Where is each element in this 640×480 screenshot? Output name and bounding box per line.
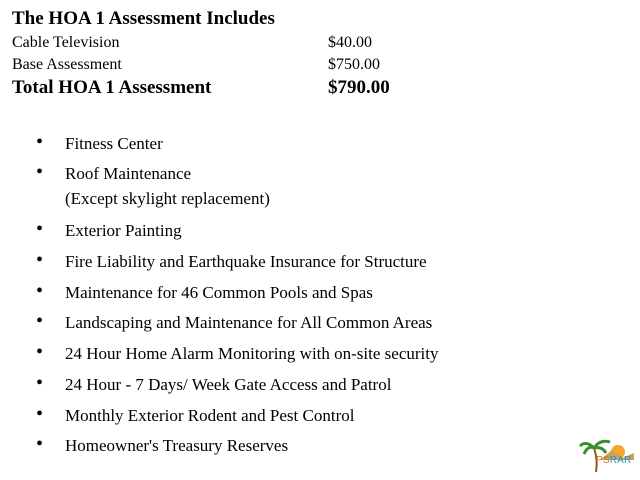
psrar-logo-text: [596, 455, 631, 467]
amenity-text: Landscaping and Maintenance for All Common Areas: [65, 313, 433, 332]
bullet: •: [36, 372, 44, 394]
bullet: •: [36, 249, 44, 271]
total-amount: $790.00: [328, 77, 390, 98]
amenity-text: Fitness Center: [65, 134, 163, 153]
amenity-text: Maintenance for 46 Common Pools and Spas: [65, 283, 373, 302]
amenity-text: Homeowner's Treasury Reserves: [65, 436, 289, 455]
logo-rar: RAR: [609, 455, 632, 466]
bullet: •: [36, 161, 44, 183]
page-title: The HOA 1 Assessment Includes: [12, 8, 275, 29]
amenity-text: Exterior Painting: [65, 221, 182, 240]
bullet: •: [36, 341, 44, 363]
amenity-text: 24 Hour Home Alarm Monitoring with on-site security: [65, 344, 439, 363]
fee-amount: $40.00: [328, 34, 372, 51]
amenity-text: Roof Maintenance: [65, 164, 192, 183]
fee-label: Base Assessment: [12, 56, 122, 73]
amenity-subtext: (Except skylight replacement): [65, 189, 270, 208]
palm-frond: [584, 447, 594, 454]
bullet: •: [36, 131, 44, 153]
bullet: •: [36, 403, 44, 425]
amenity-text: 24 Hour - 7 Days/ Week Gate Access and Patrol: [65, 375, 392, 394]
amenity-text: Monthly Exterior Rodent and Pest Control: [65, 406, 355, 425]
bullet: •: [36, 218, 44, 240]
fee-label: Cable Television: [12, 34, 120, 51]
total-label: Total HOA 1 Assessment: [12, 77, 212, 98]
bullet: •: [36, 310, 44, 332]
bullet: •: [36, 433, 44, 455]
bullet: •: [36, 280, 44, 302]
logo-ps: PS: [596, 455, 610, 466]
amenity-text: Fire Liability and Earthquake Insurance for Structure: [65, 252, 427, 271]
fee-amount: $750.00: [328, 56, 380, 73]
